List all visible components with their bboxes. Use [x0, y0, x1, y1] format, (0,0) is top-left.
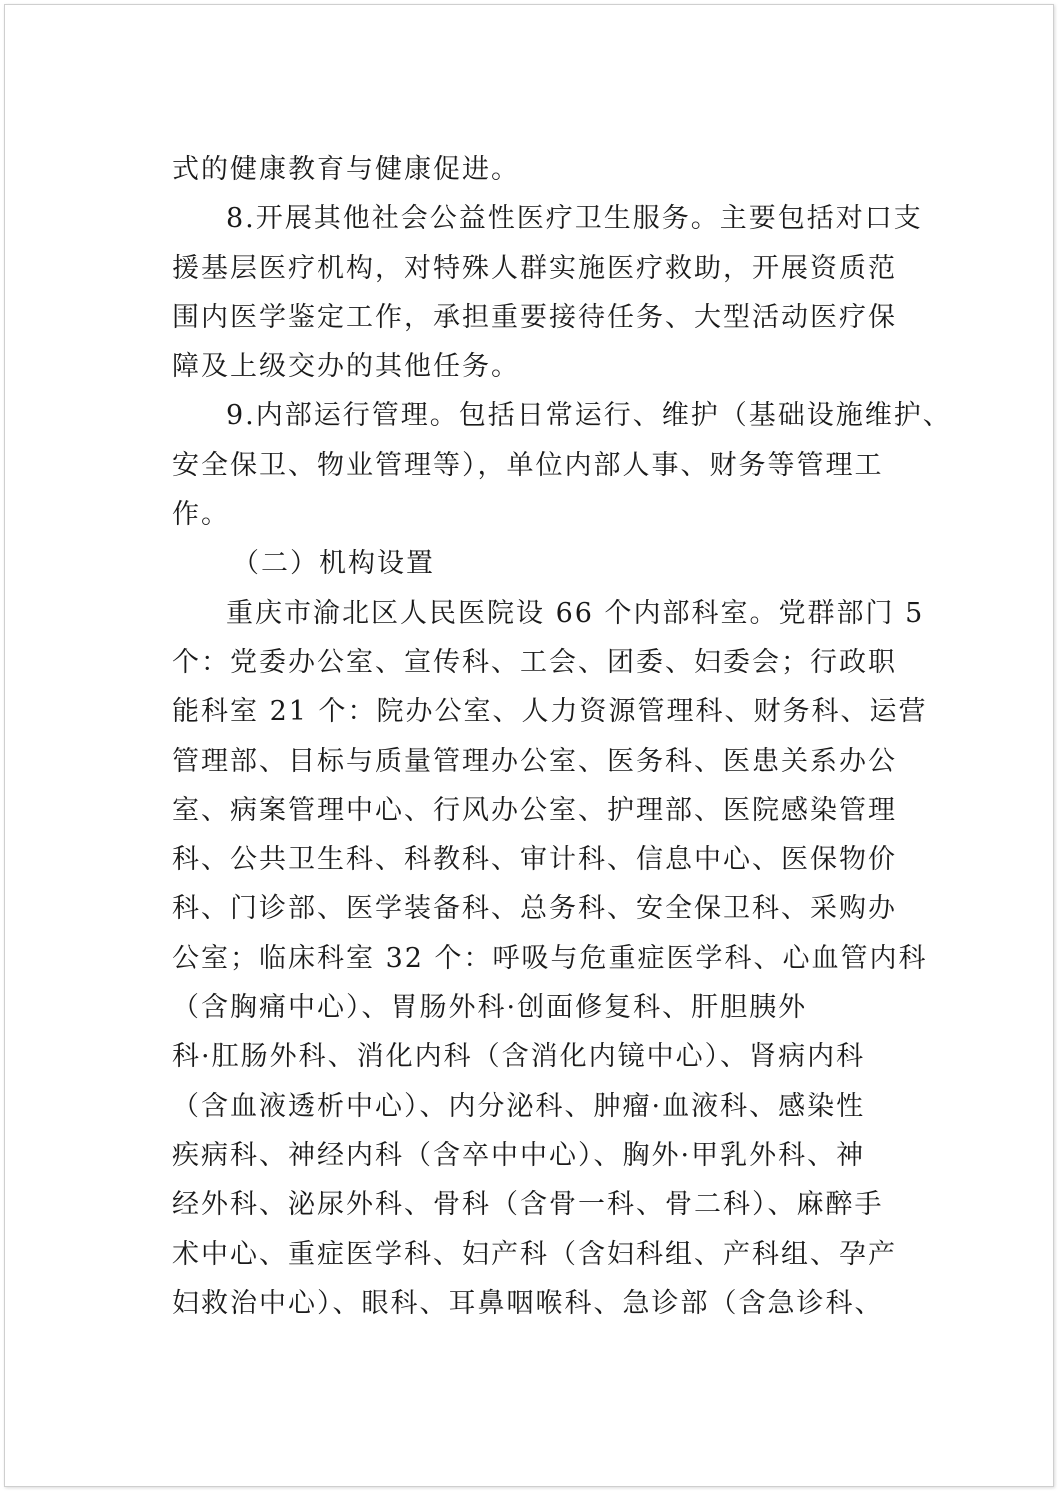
text-line: 术中心、重症医学科、妇产科（含妇科组、产科组、孕产 [172, 1238, 897, 1270]
text-line: 科、公共卫生科、科教科、审计科、信息中心、医保物价 [172, 844, 897, 876]
section-heading: （二）机构设置 [232, 548, 435, 580]
paragraph-org-structure: 重庆市渝北区人民医院设 66 个内部科室。党群部门 5 [226, 597, 925, 629]
text-line: 公室；临床科室 32 个：呼吸与危重症医学科、心血管内科 [172, 942, 928, 974]
document-page [4, 4, 1054, 1487]
text-line: 能科室 21 个：院办公室、人力资源管理科、财务科、运营 [172, 696, 928, 728]
text-line: 妇救治中心）、眼科、耳鼻咽喉科、急诊部（含急诊科、 [172, 1287, 884, 1319]
text-line: 疾病科、神经内科（含卒中中心）、胸外·甲乳外科、神 [172, 1139, 866, 1171]
text-line: 室、病案管理中心、行风办公室、护理部、医院感染管理 [172, 794, 897, 826]
text-line: 科、门诊部、医学装备科、总务科、安全保卫科、采购办 [172, 893, 897, 925]
text-line: 障及上级交办的其他任务。 [172, 351, 520, 383]
text-line: 作。 [172, 499, 230, 531]
text-line: 科·肛肠外科、消化内科（含消化内镜中心）、肾病内科 [172, 1041, 866, 1073]
document-body [172, 145, 952, 1328]
paragraph-item-8: 8.开展其他社会公益性医疗卫生服务。主要包括对口支 [226, 203, 923, 235]
text-line: 管理部、目标与质量管理办公室、医务科、医患关系办公 [172, 745, 897, 777]
text-line: 援基层医疗机构，对特殊人群实施医疗救助，开展资质范 [172, 252, 897, 284]
text-line: （含血液透析中心）、内分泌科、肿瘤·血液科、感染性 [172, 1090, 866, 1122]
text-line: 安全保卫、物业管理等），单位内部人事、财务等管理工 [172, 449, 884, 481]
text-line: 式的健康教育与健康促进。 [172, 154, 520, 185]
text-line: 个：党委办公室、宣传科、工会、团委、妇委会；行政职 [172, 646, 897, 678]
text-line: （含胸痛中心）、胃肠外科·创面修复科、肝胆胰外 [172, 992, 808, 1024]
text-line: 围内医学鉴定工作，承担重要接待任务、大型活动医疗保 [172, 301, 897, 333]
text-line: 经外科、泌尿外科、骨科（含骨一科、骨二科）、麻醉手 [172, 1189, 884, 1221]
paragraph-item-9: 9.内部运行管理。包括日常运行、维护（基础设施维护、 [226, 400, 952, 432]
